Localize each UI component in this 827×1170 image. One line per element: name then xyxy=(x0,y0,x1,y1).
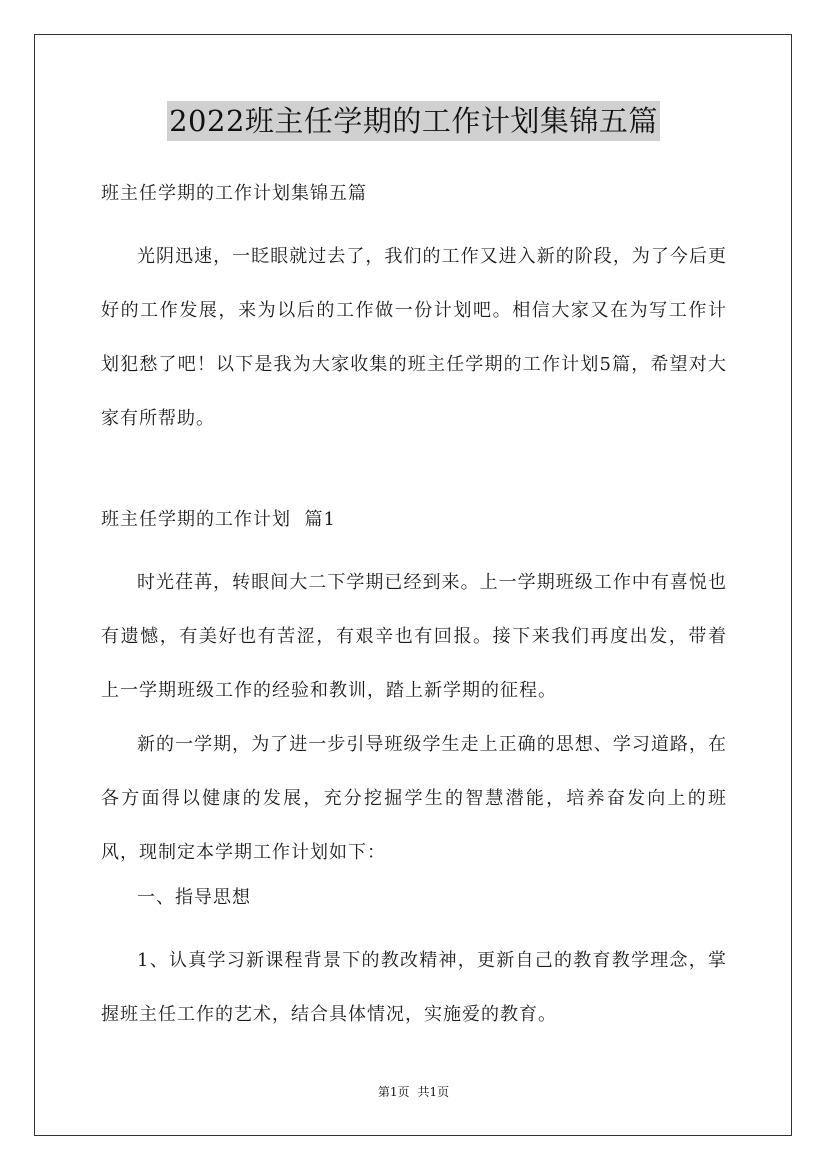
para1-block xyxy=(101,556,727,718)
sub-heading-block xyxy=(101,880,727,916)
page-number: 第1页 xyxy=(377,1085,410,1099)
document-subtitle: 班主任学期的工作计划集锦五篇 xyxy=(101,183,367,204)
subtitle-block xyxy=(101,176,727,212)
intro-paragraph: 光阴迅速，一眨眼就过去了，我们的工作又进入新的阶段，为了今后更好的工作发展，来为以后的工作做一份计划吧。相信大家又在为写工作计划犯愁了吧！以下是我为大家收集的班主任学期的工作计划5篇，希望对大家有所帮助。 xyxy=(101,246,727,429)
intro-block xyxy=(101,230,727,446)
para2-block xyxy=(101,718,727,880)
title-container xyxy=(0,101,827,141)
section-heading: 班主任学期的工作计划 篇1 xyxy=(101,509,336,530)
sub-heading: 一、指导思想 xyxy=(137,887,251,908)
paragraph-2: 新的一学期，为了进一步引导班级学生走上正确的思想、学习道路，在各方面得以健康的发展，充分挖掘学生的智慧潜能，培养奋发向上的班风，现制定本学期工作计划如下： xyxy=(101,734,727,863)
section-heading-block xyxy=(101,502,727,538)
paragraph-1: 时光荏苒，转眼间大二下学期已经到来。上一学期班级工作中有喜悦也有遗憾，有美好也有苦涩，有艰辛也有回报。接下来我们再度出发，带着上一学期班级工作的经验和教训，踏上新学期的征程。 xyxy=(101,572,727,701)
document-title: 2022班主任学期的工作计划集锦五篇 xyxy=(167,101,660,141)
page-total: 共1页 xyxy=(417,1085,450,1099)
paragraph-3: 1、认真学习新课程背景下的教改精神，更新自己的教育教学理念，掌握班主任工作的艺术，结合具体情况，实施爱的教育。 xyxy=(101,950,727,1025)
para3-block xyxy=(101,934,727,1042)
page-footer xyxy=(0,1083,827,1100)
